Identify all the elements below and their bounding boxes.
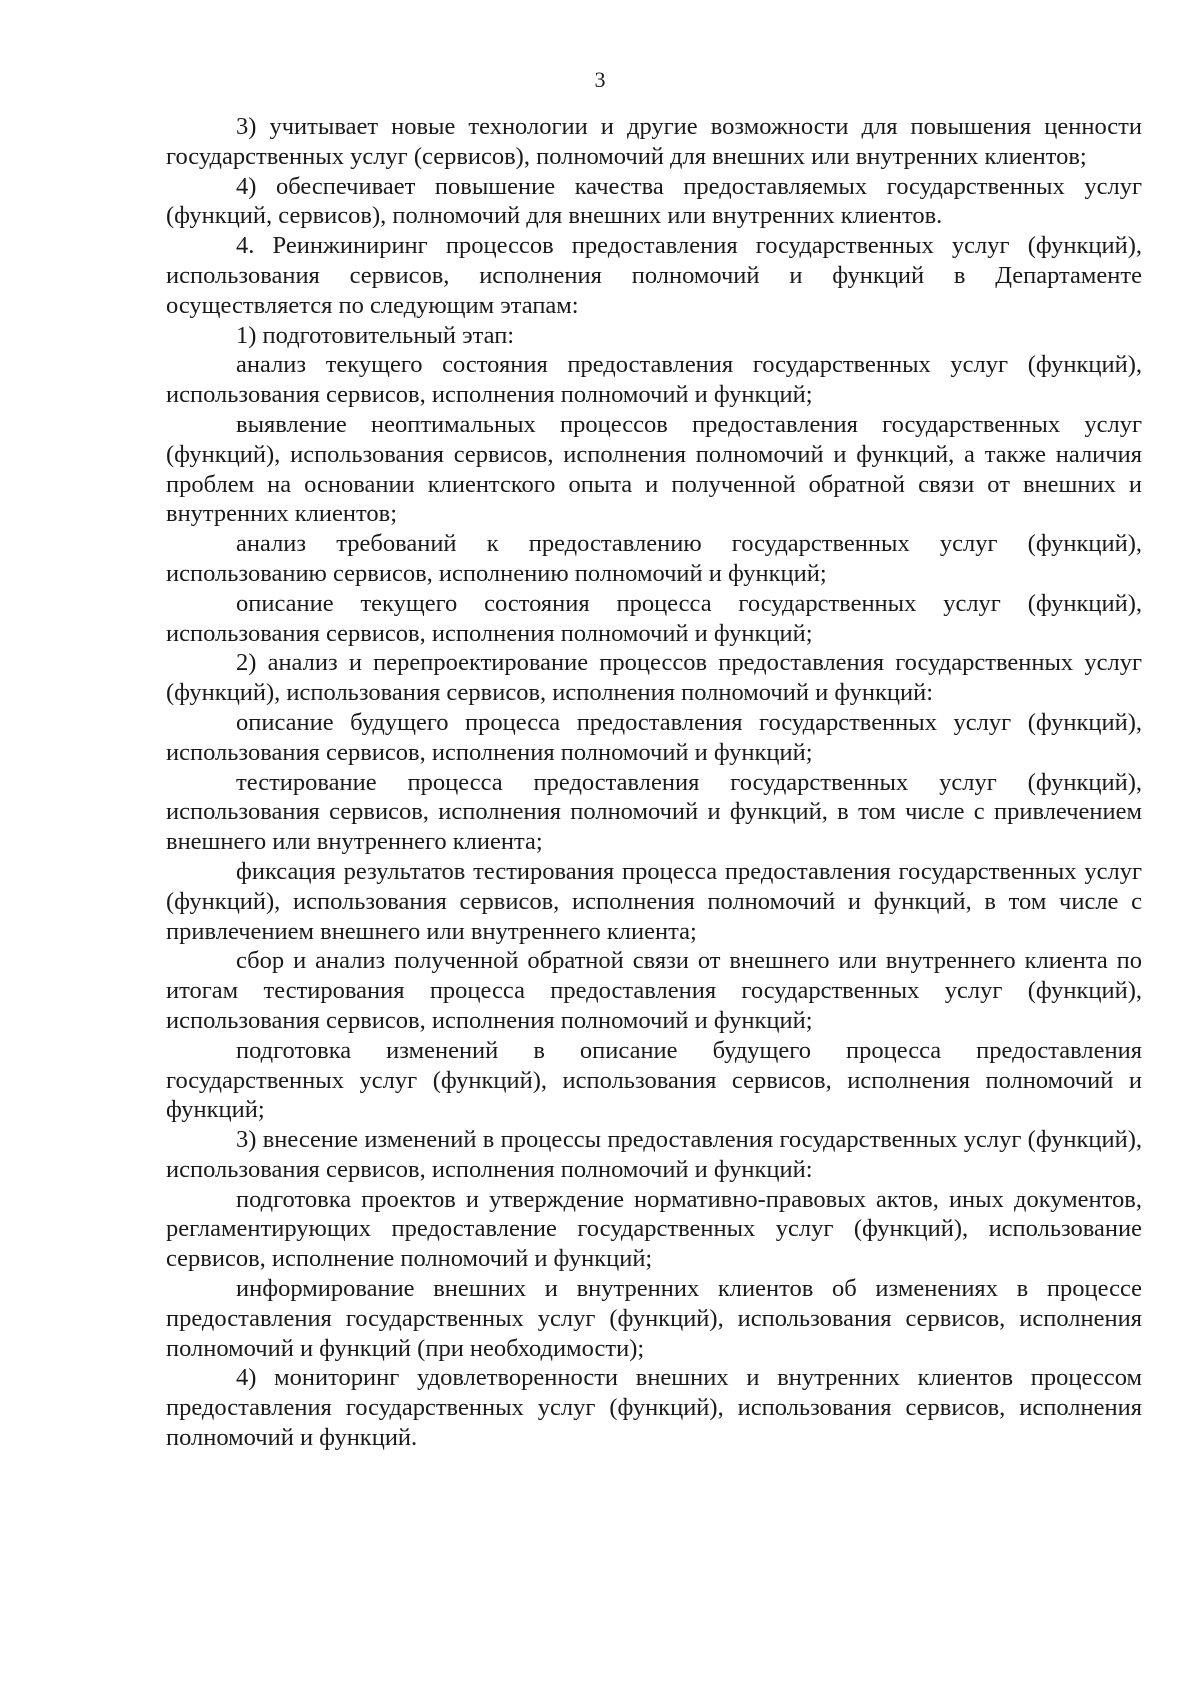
- paragraph-18: 4) мониторинг удовлетворенности внешних и внутренних клиентов процессом предоставления государственных услуг (функций), использования сервисов, исполнения полномочий и функций.: [166, 1364, 1142, 1452]
- paragraph-9: 2) анализ и перепроектирование процессов предоставления государственных услуг (функций), использования сервисов, исполнения полномочий и функций:: [166, 649, 1142, 707]
- paragraph-8: описание текущего состояния процесса государственных услуг (функций), использования сервисов, исполнения полномочий и функций;: [166, 589, 1142, 647]
- paragraph-6: выявление неоптимальных процессов предоставления государственных услуг (функций), использования сервисов, исполнения полномочий и функций, а также наличия проблем на основании клиентского опыта и полученной обратной связи от внешних и внутренних клиентов;: [166, 410, 1142, 528]
- paragraph-7: анализ требований к предоставлению государственных услуг (функций), использованию сервисов, исполнению полномочий и функций;: [166, 530, 1142, 587]
- paragraph-1: 3) учитывает новые технологии и другие возможности для повышения ценности государственных услуг (сервисов), полномочий для внешних или внутренних клиентов;: [166, 113, 1142, 170]
- paragraph-3: 4. Реинжиниринг процессов предоставления государственных услуг (функций), использования сервисов, исполнения полномочий и функций в Департаменте осуществляется по следующим этапам:: [166, 232, 1142, 319]
- document-body: [166, 112, 1142, 1453]
- paragraph-13: сбор и анализ полученной обратной связи от внешнего или внутреннего клиента по итогам тестирования процесса предоставления государственных услуг (функций), использования сервисов, исполнения полномочий и функций;: [166, 947, 1142, 1034]
- paragraph-4: 1) подготовительный этап:: [236, 321, 515, 349]
- paragraph-11: тестирование процесса предоставления государственных услуг (функций), использования сервисов, исполнения полномочий и функций, в том числе с привлечением внешнего или внутреннего клиента;: [166, 768, 1142, 856]
- page-number: 3: [594, 67, 606, 92]
- paragraph-2: 4) обеспечивает повышение качества предоставляемых государственных услуг (функций, сервисов), полномочий для внешних или внутренних клиентов.: [166, 172, 1142, 230]
- paragraph-15: 3) внесение изменений в процессы предоставления государственных услуг (функций), использования сервисов, исполнения полномочий и функций:: [166, 1126, 1142, 1183]
- paragraph-5: анализ текущего состояния предоставления государственных услуг (функций), использования сервисов, исполнения полномочий и функций;: [166, 351, 1142, 409]
- paragraph-16: подготовка проектов и утверждение нормативно-правовых актов, иных документов, регламентирующих предоставление государственных услуг (функций), использование сервисов, исполнение полномочий и функций;: [166, 1185, 1142, 1273]
- paragraph-14: подготовка изменений в описание будущего процесса предоставления государственных услуг (функций), использования сервисов, исполнения полномочий и функций;: [166, 1036, 1142, 1124]
- paragraph-12: фиксация результатов тестирования процесса предоставления государственных услуг (функций), использования сервисов, исполнения полномочий и функций, в том числе с привлечением внешнего или внутреннего клиента;: [166, 857, 1142, 945]
- paragraph-17: информирование внешних и внутренних клиентов об изменениях в процессе предоставления государственных услуг (функций), использования сервисов, исполнения полномочий и функций (при необходимости);: [166, 1275, 1142, 1362]
- paragraph-10: описание будущего процесса предоставления государственных услуг (функций), использования сервисов, исполнения полномочий и функций;: [166, 708, 1142, 766]
